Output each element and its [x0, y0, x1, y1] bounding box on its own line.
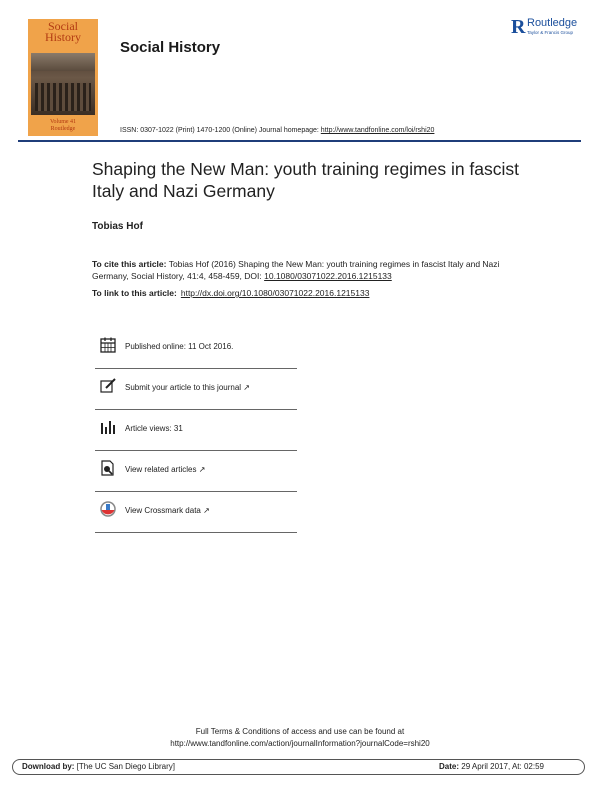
- download-date-label: Date:: [439, 762, 460, 771]
- downloaded-by: [22, 762, 175, 771]
- published-online-label: Published online: 11 Oct 2016.: [125, 342, 234, 351]
- downloaded-by-value: [The UC San Diego Library]: [76, 762, 175, 771]
- issn-text: ISSN: 0307-1022 (Print) 1470-1200 (Online) Journal homepage:: [120, 127, 321, 134]
- article-author: Tobias Hof: [92, 221, 143, 232]
- edit-icon: [100, 378, 116, 394]
- published-online-row: [95, 330, 297, 370]
- journal-name: Social History: [120, 39, 221, 56]
- cover-footer-line1: Volume 41: [49, 119, 77, 125]
- citation-block: [92, 258, 532, 282]
- article-title: Shaping the New Man: youth training regimes in fascist Italy and Nazi Germany: [92, 159, 520, 201]
- publisher-logo[interactable]: [511, 17, 591, 39]
- issn-line: [120, 127, 434, 134]
- submit-article-label: Submit your article to this journal: [125, 383, 242, 392]
- downloaded-by-label: Download by:: [22, 762, 75, 771]
- external-link-icon: ↗: [243, 383, 250, 392]
- download-info-bar: [12, 759, 585, 775]
- cite-label: To cite this article:: [92, 259, 167, 269]
- submit-article-link[interactable]: [125, 383, 250, 392]
- journal-cover-image: [28, 19, 98, 136]
- cover-title: [28, 21, 98, 43]
- bar-chart-icon: [100, 419, 116, 435]
- cover-footer-line2: Routledge: [50, 126, 76, 132]
- cover-title-line1: Social: [48, 19, 78, 33]
- external-link-icon: ↗: [198, 465, 206, 474]
- publisher-tagline: Taylor & Francis Group: [527, 30, 574, 35]
- related-articles-row[interactable]: [95, 453, 297, 493]
- terms-notice: [0, 726, 600, 750]
- link-label: To link to this article:: [92, 288, 177, 298]
- crossmark-row[interactable]: [95, 494, 297, 534]
- cite-doi-link[interactable]: 10.1080/03071022.2016.1215133: [264, 271, 392, 281]
- article-views-label: Article views: 31: [125, 424, 183, 433]
- cover-footer: [28, 119, 98, 133]
- related-articles-link[interactable]: [125, 465, 205, 474]
- link-block: [92, 288, 369, 298]
- calendar-icon: [100, 337, 116, 353]
- cite-text: Tobias Hof (2016) Shaping the New Man: youth training regimes in fascist Italy and Nazi Germany, Social History, 41:4, 458-459, DOI:: [92, 259, 500, 281]
- related-articles-label: View related articles: [125, 465, 197, 474]
- row-divider: [95, 450, 297, 451]
- cover-title-line2: History: [45, 30, 81, 44]
- article-views-row: [95, 412, 297, 452]
- journal-homepage-link[interactable]: http://www.tandfonline.com/loi/rshi20: [320, 127, 435, 134]
- row-divider: [95, 532, 297, 533]
- header-divider: [18, 140, 581, 142]
- external-link-icon: ↗: [203, 506, 210, 515]
- row-divider: [95, 368, 297, 369]
- related-articles-icon: [100, 460, 116, 476]
- terms-url[interactable]: http://www.tandfonline.com/action/journalInformation?journalCode=rshi20: [170, 739, 430, 748]
- publisher-name: Routledge: [527, 17, 578, 29]
- submit-article-row[interactable]: [95, 371, 297, 411]
- crossmark-icon: [100, 501, 116, 517]
- article-doi-link[interactable]: http://dx.doi.org/10.1080/03071022.2016.1215133: [180, 288, 370, 298]
- terms-line1: Full Terms & Conditions of access and use can be found at: [195, 727, 405, 736]
- row-divider: [95, 409, 297, 410]
- crossmark-link[interactable]: [125, 506, 210, 515]
- download-date: [439, 762, 544, 771]
- download-date-value: 29 April 2017, At: 02:59: [461, 762, 544, 771]
- crossmark-label: View Crossmark data: [125, 506, 201, 515]
- cover-photo: [31, 53, 95, 115]
- routledge-r-icon: R: [511, 16, 526, 38]
- row-divider: [95, 491, 297, 492]
